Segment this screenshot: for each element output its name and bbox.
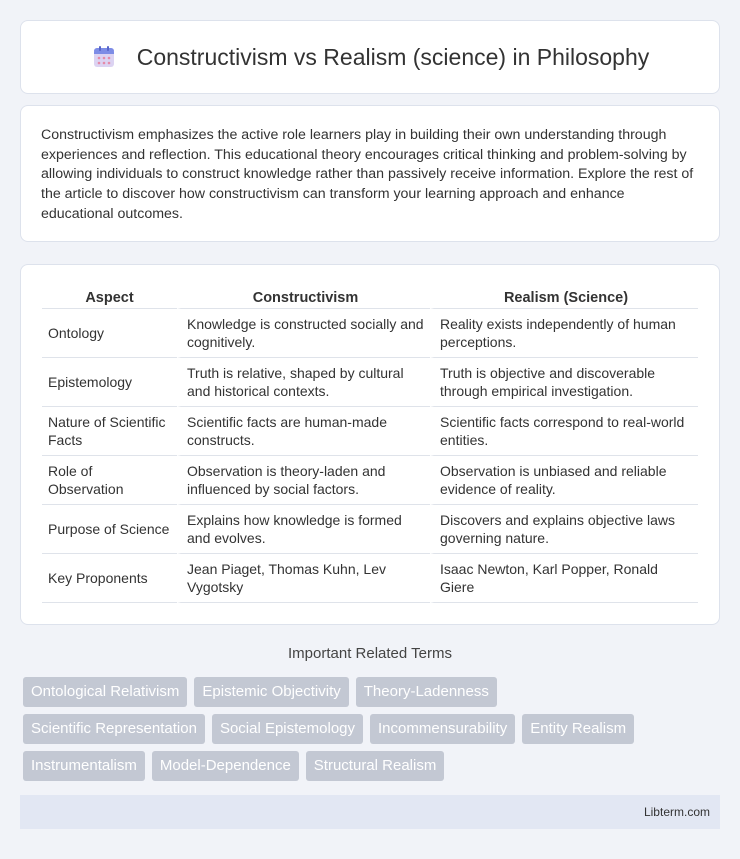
cell-aspect: Ontology — [42, 309, 177, 358]
cell-constructivism: Explains how knowledge is formed and evolves. — [177, 505, 430, 554]
column-header-aspect: Aspect — [42, 287, 177, 309]
cell-realism: Truth is objective and discoverable through empirical investigation. — [430, 358, 698, 407]
cell-aspect: Role of Observation — [42, 456, 177, 505]
cell-constructivism: Truth is relative, shaped by cultural and historical contexts. — [177, 358, 430, 407]
table-row — [42, 309, 698, 358]
footer — [20, 795, 720, 829]
calendar-icon — [91, 44, 117, 70]
tag-entity-realism[interactable]: Entity Realism — [522, 714, 634, 744]
cell-constructivism: Observation is theory-laden and influenced by social factors. — [177, 456, 430, 505]
column-header-realism: Realism (Science) — [430, 287, 698, 309]
table-row — [42, 358, 698, 407]
column-header-constructivism: Constructivism — [177, 287, 430, 309]
tag-theory-ladenness[interactable]: Theory-Ladenness — [356, 677, 497, 707]
tag-incommensurability[interactable]: Incommensurability — [370, 714, 515, 744]
cell-realism: Isaac Newton, Karl Popper, Ronald Giere — [430, 554, 698, 603]
cell-aspect: Purpose of Science — [42, 505, 177, 554]
tag-row — [23, 714, 723, 744]
tag-social-epistemology[interactable]: Social Epistemology — [212, 714, 363, 744]
cell-realism: Scientific facts correspond to real-world entities. — [430, 407, 698, 456]
related-terms-title: Important Related Terms — [288, 645, 452, 662]
table-header-row — [42, 287, 698, 309]
cell-aspect: Epistemology — [42, 358, 177, 407]
table-row — [42, 554, 698, 603]
cell-constructivism: Knowledge is constructed socially and cognitively. — [177, 309, 430, 358]
cell-realism: Observation is unbiased and reliable evidence of reality. — [430, 456, 698, 505]
footer-site-link[interactable]: Libterm.com — [643, 805, 710, 819]
tag-ontological-relativism[interactable]: Ontological Relativism — [23, 677, 187, 707]
table-row — [42, 505, 698, 554]
tag-model-dependence[interactable]: Model-Dependence — [152, 751, 299, 781]
cell-constructivism: Scientific facts are human-made constructs. — [177, 407, 430, 456]
intro-card — [20, 105, 720, 242]
tag-scientific-representation[interactable]: Scientific Representation — [23, 714, 205, 744]
page-title: Constructivism vs Realism (science) in Philosophy — [136, 43, 650, 70]
cell-constructivism: Jean Piaget, Thomas Kuhn, Lev Vygotsky — [177, 554, 430, 603]
cell-realism: Reality exists independently of human perceptions. — [430, 309, 698, 358]
comparison-table — [42, 287, 698, 603]
related-terms-list — [23, 677, 723, 788]
intro-paragraph: Constructivism emphasizes the active role learners play in building their own understanding through experiences and reflection. This educational theory encourages critical thinking and problem-solving by allowing individuals to construct knowledge rather than passively receive information. Explore the rest of the article to discover how constructivism can transform your learning approach and enhance educational outcomes. — [41, 127, 694, 222]
cell-aspect: Key Proponents — [42, 554, 177, 603]
tag-instrumentalism[interactable]: Instrumentalism — [23, 751, 145, 781]
tag-row — [23, 751, 723, 781]
comparison-table-card — [20, 264, 720, 625]
table-row — [42, 456, 698, 505]
tag-epistemic-objectivity[interactable]: Epistemic Objectivity — [194, 677, 348, 707]
cell-aspect: Nature of Scientific Facts — [42, 407, 177, 456]
header-card — [20, 20, 720, 94]
table-row — [42, 407, 698, 456]
cell-realism: Discovers and explains objective laws governing nature. — [430, 505, 698, 554]
tag-structural-realism[interactable]: Structural Realism — [306, 751, 445, 781]
tag-row — [23, 677, 723, 707]
